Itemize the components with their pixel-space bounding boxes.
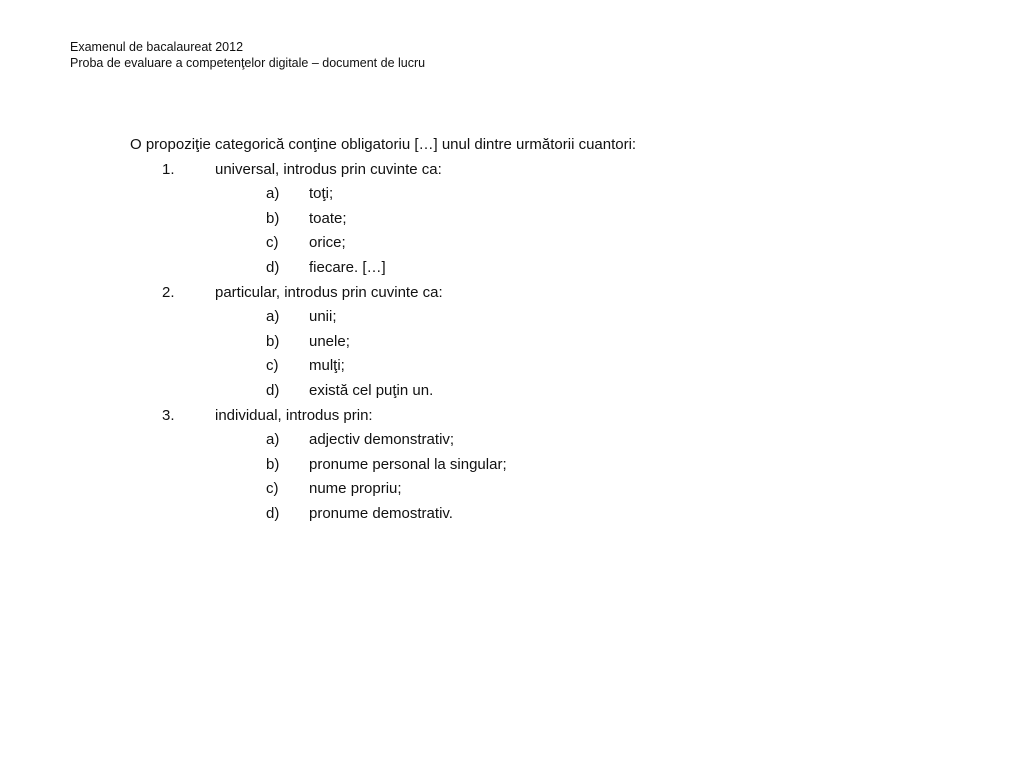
sub-item-3d bbox=[130, 502, 636, 527]
list-item-text: individual, introdus prin: bbox=[215, 406, 373, 424]
header-exam-subtitle: Proba de evaluare a competenţelor digitale – document de lucru bbox=[70, 56, 426, 70]
list-item-number: 1. bbox=[162, 160, 175, 178]
sub-item-2a bbox=[130, 305, 636, 330]
sub-item-letter: b) bbox=[266, 455, 280, 473]
sub-item-letter: b) bbox=[266, 332, 280, 350]
intro-sentence: O propoziţie categorică conţine obligatoriu […] unul dintre următorii cuantori: bbox=[130, 136, 637, 153]
sub-item-letter: a) bbox=[266, 431, 280, 449]
sub-item-text: nume propriu; bbox=[309, 480, 402, 498]
sub-item-text: există cel puţin un. bbox=[309, 381, 434, 399]
header-exam-title: Examenul de bacalaureat 2012 bbox=[70, 40, 244, 54]
sub-item-text: orice; bbox=[309, 234, 346, 252]
sub-item-text: mulţi; bbox=[309, 357, 345, 375]
sub-item-2b bbox=[130, 330, 636, 355]
sub-item-2c bbox=[130, 354, 636, 379]
sub-item-text: adjectiv demonstrativ; bbox=[309, 431, 455, 449]
sub-item-3c bbox=[130, 477, 636, 502]
sub-item-3b bbox=[130, 453, 636, 478]
list-item-3 bbox=[130, 404, 636, 429]
sub-item-1b bbox=[130, 207, 636, 232]
list-item-text: universal, introdus prin cuvinte ca: bbox=[215, 160, 442, 178]
sub-item-letter: c) bbox=[266, 357, 279, 375]
sub-item-text: fiecare. […] bbox=[309, 258, 386, 276]
sub-item-letter: a) bbox=[266, 185, 280, 203]
sub-item-text: unii; bbox=[309, 308, 337, 326]
sub-item-letter: d) bbox=[266, 504, 280, 522]
sub-item-text: toţi; bbox=[309, 185, 334, 203]
sub-item-letter: c) bbox=[266, 234, 279, 252]
list-item-2 bbox=[130, 281, 636, 306]
sub-item-3a bbox=[130, 428, 636, 453]
list-item-number: 2. bbox=[162, 283, 175, 301]
list-item-1 bbox=[130, 158, 636, 183]
sub-item-text: pronume personal la singular; bbox=[309, 455, 507, 473]
list-item-text: particular, introdus prin cuvinte ca: bbox=[215, 283, 443, 301]
document-body bbox=[130, 133, 636, 527]
sub-item-letter: c) bbox=[266, 480, 279, 498]
sub-item-letter: a) bbox=[266, 308, 280, 326]
sub-item-letter: b) bbox=[266, 209, 280, 227]
list-item-number: 3. bbox=[162, 406, 175, 424]
sub-item-text: toate; bbox=[309, 209, 347, 227]
sub-item-2d bbox=[130, 379, 636, 404]
sub-item-text: pronume demostrativ. bbox=[309, 504, 453, 522]
sub-item-text: unele; bbox=[309, 332, 350, 350]
sub-item-1d bbox=[130, 256, 636, 281]
sub-item-letter: d) bbox=[266, 381, 280, 399]
sub-item-1a bbox=[130, 182, 636, 207]
page-header bbox=[70, 39, 425, 71]
sub-item-1c bbox=[130, 231, 636, 256]
sub-item-letter: d) bbox=[266, 258, 280, 276]
